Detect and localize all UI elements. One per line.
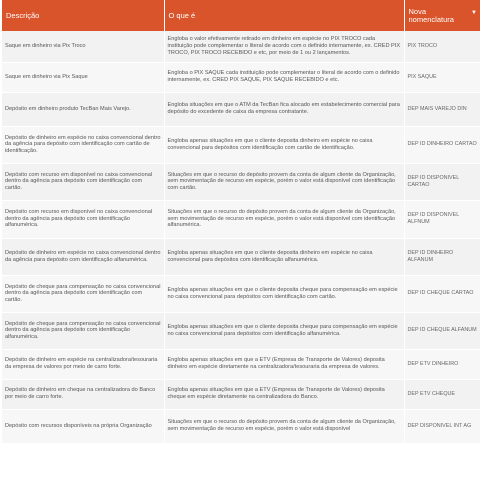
nomenclatura-cell: PIX TROCO: [404, 31, 480, 62]
o-que-e-cell: Situações em que o recurso do depósito provem da conta de algum cliente da Organização, sem movimentação de recurso em espécie, porém o valor está disponível: [164, 409, 404, 443]
o-que-e-cell: Engloba apenas situações em que o cliente deposita dinheiro em espécie no caixa convencional para depósitos com identificação alfanumérica.: [164, 238, 404, 275]
nomenclature-table: [2, 0, 480, 444]
header-row: [2, 0, 480, 31]
table-row: [2, 31, 480, 62]
column-header-nova-nomenclatura[interactable]: [404, 0, 480, 31]
nomenclatura-cell: DEP ETV CHEQUE: [404, 379, 480, 409]
table-row: [2, 163, 480, 200]
descricao-cell: Depósito em dinheiro produto TecBan Mais Varejo.: [2, 92, 164, 126]
descricao-cell: Depósito com recurso em disponível no caixa convencional dentro da agência para depósito com identificação com cartão.: [2, 163, 164, 200]
descricao-cell: Depósito de dinheiro em espécie no caixa convencional dentro da agência para depósito com identificação com cartão de identificação.: [2, 126, 164, 163]
column-header-descricao[interactable]: Descrição: [2, 0, 164, 31]
nomenclatura-cell: DEP ID CHEQUE CARTAO: [404, 275, 480, 312]
column-header-o-que-e[interactable]: O que é: [164, 0, 404, 31]
o-que-e-cell: Engloba o valor efetivamente retirado em dinheiro em espécie no PIX TROCO cada instituição pode complementar o literal de acordo com o definido internamente, ex. CRED PIX TROCO, PIX TROCO RECEBIDO e etc, por meio de 1 ou 2 lançamentos.: [164, 31, 404, 62]
table-row: [2, 62, 480, 92]
descricao-cell: Depósito de cheque para compensação no caixa convencional dentro da agência para depósito com identificação alfanumérica.: [2, 312, 164, 349]
nomenclatura-cell: DEP ID DISPONIVEL ALFNUM: [404, 200, 480, 238]
descricao-cell: Depósito de dinheiro em espécie no caixa convencional dentro da agência para depósito com identificação alfanumérica.: [2, 238, 164, 275]
table-row: [2, 312, 480, 349]
column-header-nova-nomenclatura-label: Nova nomenclatura: [408, 6, 454, 24]
descricao-cell: Saque em dinheiro via Pix Troco: [2, 31, 164, 62]
o-que-e-cell: Engloba situações em que o ATM da TecBan fica alocado em estabelecimento comercial para depósito do excedente de caixa da empresa contratante.: [164, 92, 404, 126]
table-row: [2, 126, 480, 163]
nomenclatura-cell: DEP DISPONIVEL INT AG: [404, 409, 480, 443]
o-que-e-cell: Engloba o PIX SAQUE cada instituição pode complementar o literal de acordo com o definido internamente, ex. CRED PIX SAQUE, PIX SAQUE RECEBIDO e etc.: [164, 62, 404, 92]
table-row: [2, 200, 480, 238]
nomenclatura-cell: DEP MAIS VAREJO DIN: [404, 92, 480, 126]
table-row: [2, 275, 480, 312]
descricao-cell: Depósito com recurso em disponível no caixa convencional dentro da agência para depósito com identificação alfanumérica.: [2, 200, 164, 238]
table-row: [2, 379, 480, 409]
nomenclatura-cell: PIX SAQUE: [404, 62, 480, 92]
nomenclatura-cell: DEP ID CHEQUE ALFANUM: [404, 312, 480, 349]
o-que-e-cell: Engloba apenas situações em que o cliente deposita cheque para compensação em espécie no caixa convencional para depósitos com identificação com cartão.: [164, 275, 404, 312]
descricao-cell: Depósito de dinheiro em cheque na centralizadora do Banco por meio de carro forte.: [2, 379, 164, 409]
o-que-e-cell: Situações em que o recurso do depósito provem da conta de algum cliente da Organização, sem movimentação de recurso em espécie, porém o valor está disponível com identificação com cartão.: [164, 163, 404, 200]
o-que-e-cell: Engloba apenas situações em que a ETV (Empresa de Transporte de Valores) deposita dinheiro em espécie diretamente na centralizadora/tesouraria da empresa de valores.: [164, 349, 404, 379]
o-que-e-cell: Engloba apenas situações em que o cliente deposita cheque para compensação em espécie no caixa convencional para depósitos com identificação alfanumérica.: [164, 312, 404, 349]
nomenclatura-cell: DEP ID DISPONIVEL CARTAO: [404, 163, 480, 200]
descricao-cell: Depósito de cheque para compensação no caixa convencional dentro da agência para depósito com identificação com cartão.: [2, 275, 164, 312]
o-que-e-cell: Situações em que o recurso do depósito provem da conta de algum cliente da Organização, sem movimentação de recurso em espécie, porém o valor está disponível com identificação alfanumérica.: [164, 200, 404, 238]
descricao-cell: Saque em dinheiro via Pix Saque: [2, 62, 164, 92]
table-body: [2, 31, 480, 443]
table-header: [2, 0, 480, 31]
o-que-e-cell: Engloba apenas situações em que o cliente deposita dinheiro em espécie no caixa convencional para depósitos com identificação com cartão de identificação.: [164, 126, 404, 163]
descricao-cell: Depósito de dinheiro em espécie na centralizadora/tesouraria da empresa de valores por meio de carro forte.: [2, 349, 164, 379]
descricao-cell: Depósito com recursos disponíveis na própria Organização: [2, 409, 164, 443]
nomenclatura-cell: DEP ETV DINHEIRO: [404, 349, 480, 379]
sort-down-icon[interactable]: ▼: [471, 10, 477, 16]
table-row: [2, 349, 480, 379]
table-row: [2, 409, 480, 443]
table-row: [2, 92, 480, 126]
o-que-e-cell: Engloba apenas situações em que a ETV (Empresa de Transporte de Valores) deposita cheque em espécie diretamente na centralizadora do Banco.: [164, 379, 404, 409]
table-row: [2, 238, 480, 275]
nomenclatura-cell: DEP ID DINHEIRO ALFANUM: [404, 238, 480, 275]
nomenclatura-cell: DEP ID DINHEIRO CARTAO: [404, 126, 480, 163]
